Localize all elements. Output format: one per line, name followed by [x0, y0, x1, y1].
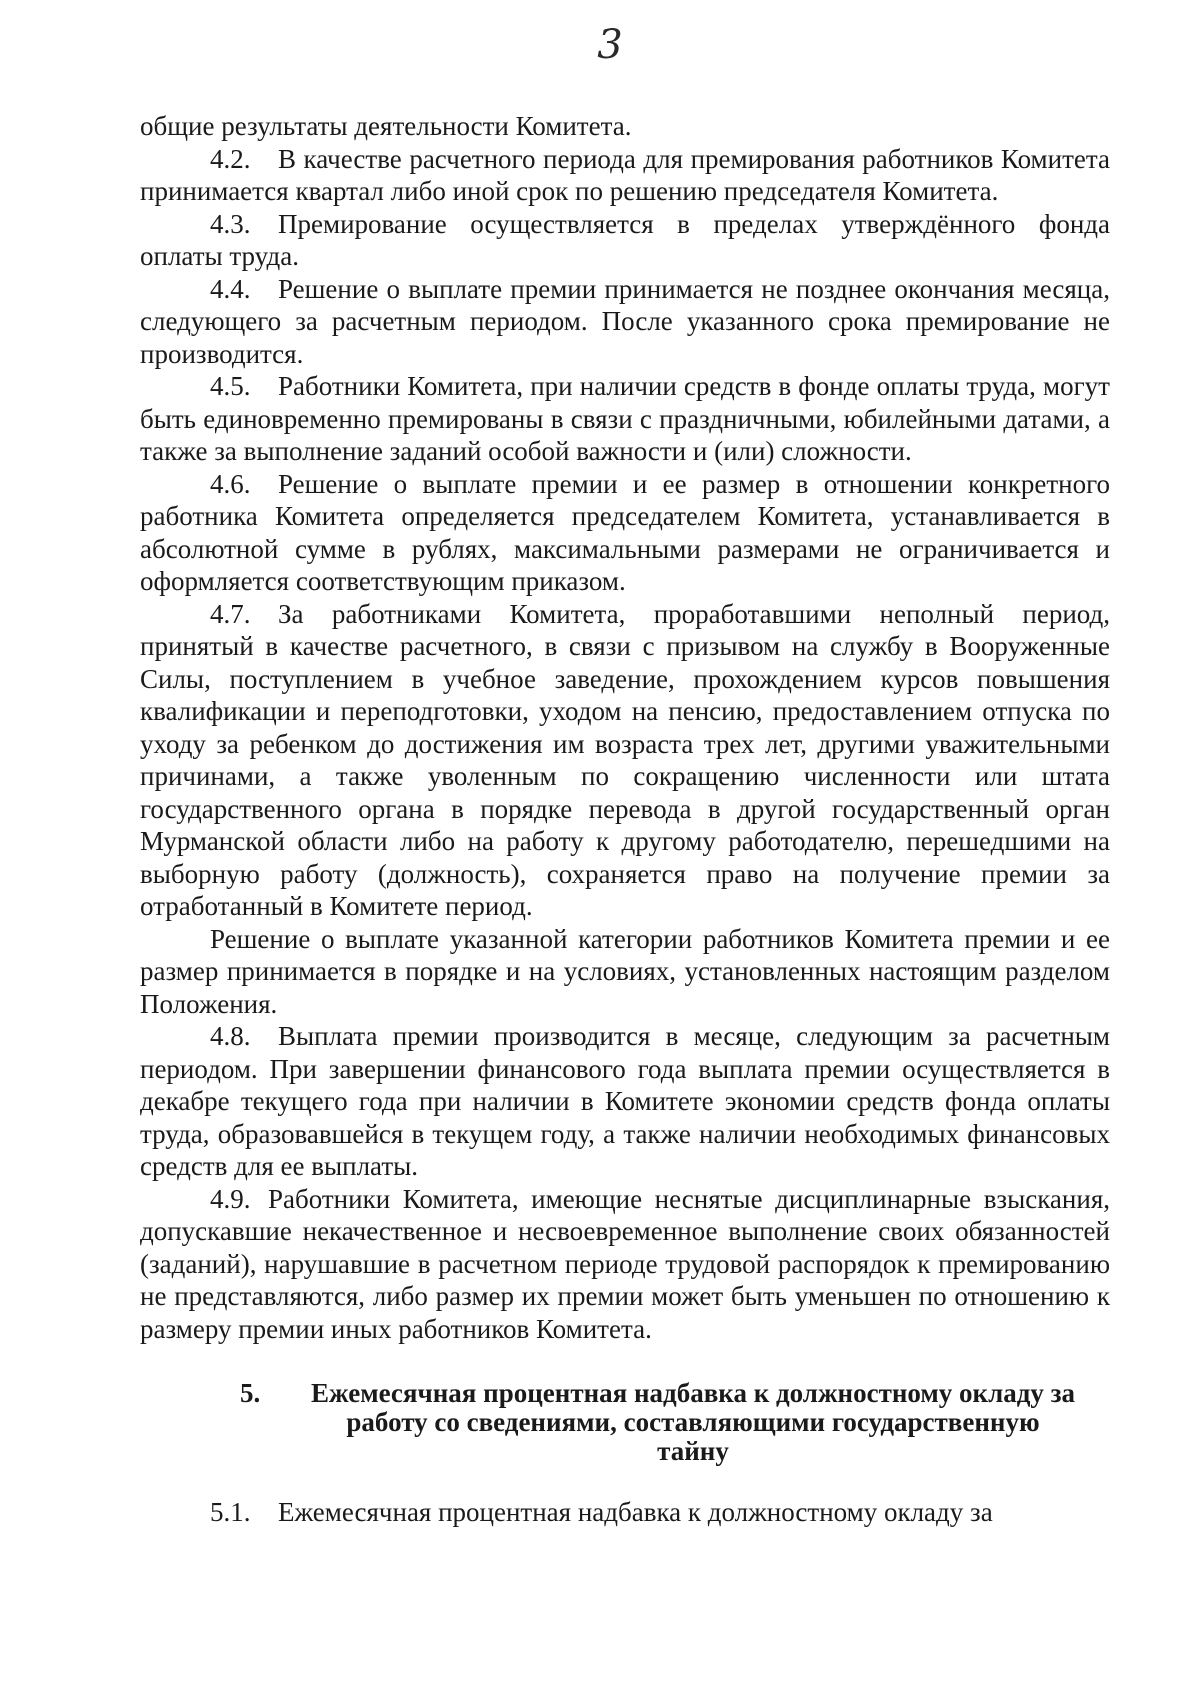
- page-number: 3: [597, 22, 623, 68]
- clause-number: 4.6.: [210, 468, 251, 499]
- clause-4-8: [140, 1020, 1110, 1183]
- clause-4-7-continuation: Решение о выплате указанной категории работников Комитета премии и ее размер принимается в порядке и на условиях, установленных настоящим разделом Положения.: [140, 923, 1110, 1019]
- clause-text: Решение о выплате премии принимается не позднее окончания месяца, следующего за расчетным периодом. После указанного срока премирование не производится.: [140, 273, 1110, 369]
- clause-4-6: [140, 468, 1110, 598]
- clause-text: В качестве расчетного периода для премирования работников Комитета принимается квартал либо иной срок по решению председателя Комитета.: [140, 143, 1110, 206]
- clause-number: 4.5.: [210, 371, 251, 401]
- clause-number: 4.8.: [210, 1021, 251, 1051]
- continuation-paragraph: общие результаты деятельности Комитета.: [140, 111, 632, 141]
- clause-text: Работники Комитета, имеющие неснятые дисциплинарные взыскания, допускавшие некачественное и несвоевременное выполнение своих обязанностей (заданий), нарушавшие в расчетном периоде трудовой распорядок к премированию не представляются, либо размер их премии может быть уменьшен по отношению к размеру премии иных работников Комитета.: [140, 1183, 1110, 1344]
- clause-number: 5.1.: [210, 1497, 251, 1527]
- clause-4-4: [140, 273, 1110, 371]
- clause-number: 4.9.: [210, 1183, 251, 1214]
- clause-4-2: [140, 143, 1110, 208]
- clause-text: Выплата премии производится в месяце, следующим за расчетным периодом. При завершении финансового года выплата премии осуществляется в декабре текущего года при наличии в Комитете экономии средств фонда оплаты труда, образовавшейся в текущем году, а также наличии необходимых финансовых средств для ее выплаты.: [140, 1021, 1110, 1181]
- clause-text: Решение о выплате премии и ее размер в отношении конкретного работника Комитета определяется председателем Комитета, устанавливается в абсолютной сумме в рублях, максимальными размерами не ограничивается и оформляется соответствующим приказом.: [140, 468, 1110, 596]
- clause-text: Работники Комитета, при наличии средств в фонде оплаты труда, могут быть единовременно премированы в связи с праздничными, юбилейными датами, а также за выполнение заданий особой важности и (или) сложности.: [140, 371, 1110, 466]
- clause-4-5: [140, 370, 1110, 468]
- section-number: 5.: [240, 1378, 261, 1408]
- document-body: [140, 110, 1110, 1529]
- clause-text: Ежемесячная процентная надбавка к должностному окладу за: [278, 1497, 993, 1527]
- section-heading: [140, 1379, 1110, 1466]
- clause-5-1: [140, 1496, 1110, 1529]
- section-title: Ежемесячная процентная надбавка к должностному окладу за работу со сведениями, составляющими государственную тайну: [311, 1378, 1075, 1466]
- clause-4-7: [140, 598, 1110, 923]
- clause-number: 4.2.: [210, 143, 251, 174]
- clause-number: 4.7.: [210, 598, 251, 629]
- clause-text: Премирование осуществляется в пределах утверждённого фонда оплаты труда.: [140, 208, 1110, 271]
- clause-number: 4.4.: [210, 273, 251, 304]
- clause-4-3: [140, 208, 1110, 273]
- clause-text: За работниками Комитета, проработавшими неполный период, принятый в качестве расчетного, в связи с призывом на службу в Вооруженные Силы, поступлением в учебное заведение, прохождением курсов повышения квалификации и переподготовки, уходом на пенсию, предоставлением отпуска по уходу за ребенком до достижения им возраста трех лет, другими уважительными причинами, а также уволенным по сокращению численности или штата государственного органа в порядке перевода в другой государственный орган Мурманской области либо на работу к другому работодателю, перешедшими на выборную работу (должность), сохраняется право на получение премии за отработанный в Комитете период.: [140, 598, 1110, 921]
- clause-number: 4.3.: [210, 208, 251, 239]
- clause-4-9: [140, 1183, 1110, 1346]
